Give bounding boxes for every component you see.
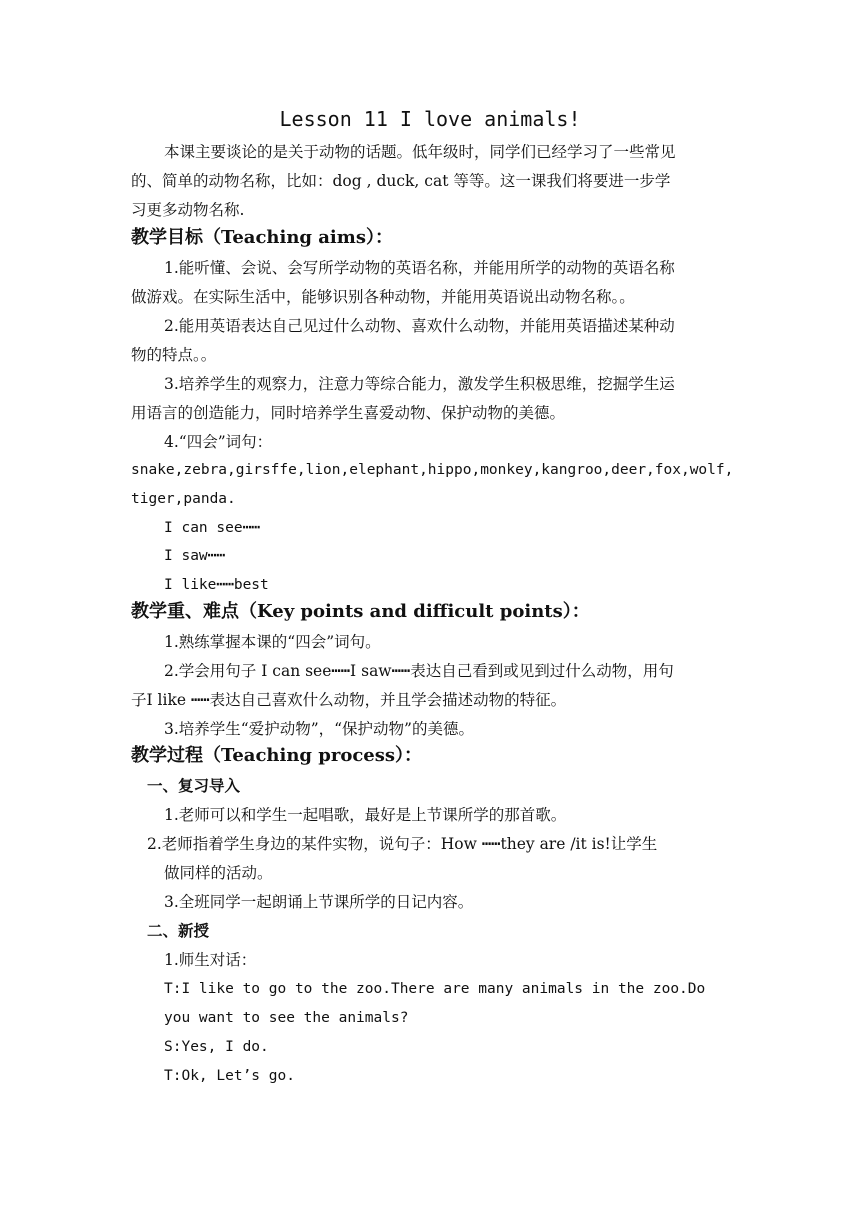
key-point-line-1: 1.熟练掌握本课的“四会”词句。 [164,633,381,651]
new-lesson-line-1: 1.师生对话： [164,951,257,969]
aims-line-4: 物的特点。。 [131,346,217,364]
aims-line-6: 用语言的创造能力，同时培养学生喜爱动物、保护动物的美德。 [131,404,566,422]
key-points-heading: 教学重、难点（Key points and difficult points）： [131,601,590,622]
intro-line-1: 本课主要谈论的是关于动物的话题。低年级时，同学们已经学习了一些常见 [164,143,676,161]
lesson-title: Lesson 11 I love animals! [279,107,581,131]
review-line-3: 做同样的活动。 [164,864,273,882]
review-line-1: 1.老师可以和学生一起唱歌，最好是上节课所学的那首歌。 [164,806,567,824]
dialogue-line-4: T:Ok, Let’s go. [164,1068,295,1084]
key-point-line-4: 3.培养学生“爱护动物”，“保护动物”的美德。 [164,720,474,738]
teaching-process-heading: 教学过程（Teaching process）： [131,745,423,766]
sentence-i-saw: I saw┅┅ [164,548,226,564]
teaching-aims-heading: 教学目标（Teaching aims）： [131,227,393,248]
dialogue-line-2: you want to see the animals? [164,1010,409,1026]
sentence-i-like-best: I like┅┅best [164,577,269,593]
vocab-words-line-2: tiger,panda. [131,491,236,507]
intro-line-3: 习更多动物名称. [131,201,245,219]
aims-line-5: 3.培养学生的观察力，注意力等综合能力，激发学生积极思维，挖掘学生运 [164,375,675,393]
section-review-title: 一、复习导入 [147,776,241,795]
dialogue-line-1: T:I like to go to the zoo.There are many animals in the zoo.Do [164,981,706,997]
review-line-4: 3.全班同学一起朗诵上节课所学的日记内容。 [164,893,474,911]
dialogue-line-3: S:Yes, I do. [164,1039,269,1055]
vocab-words-line-1: snake,zebra,girsffe,lion,elephant,hippo,monkey,kangroo,deer,fox,wolf, [131,462,734,478]
key-point-line-3: 子I like ┅┅表达自己喜欢什么动物，并且学会描述动物的特征。 [131,691,567,709]
review-line-2: 2.老师指着学生身边的某件实物，说句子：How ┅┅they are /it is!让学生 [147,835,658,853]
key-point-line-2: 2.学会用句子 I can see┅┅I saw┅┅表达自己看到或见到过什么动物，用句 [164,662,674,680]
section-new-lesson-title: 二、新授 [147,921,210,940]
sentence-i-can-see: I can see┅┅ [164,520,261,536]
aims-line-7: 4.“四会”词句： [164,433,273,451]
intro-line-2: 的、简单的动物名称，比如：dog , duck, cat 等等。这一课我们将要进一步学 [131,172,671,190]
aims-line-2: 做游戏。在实际生活中，能够识别各种动物，并能用英语说出动物名称。。 [131,288,635,306]
aims-line-1: 1.能听懂、会说、会写所学动物的英语名称，并能用所学的动物的英语名称 [164,259,675,277]
aims-line-3: 2.能用英语表达自己见过什么动物、喜欢什么动物，并能用英语描述某种动 [164,317,675,335]
